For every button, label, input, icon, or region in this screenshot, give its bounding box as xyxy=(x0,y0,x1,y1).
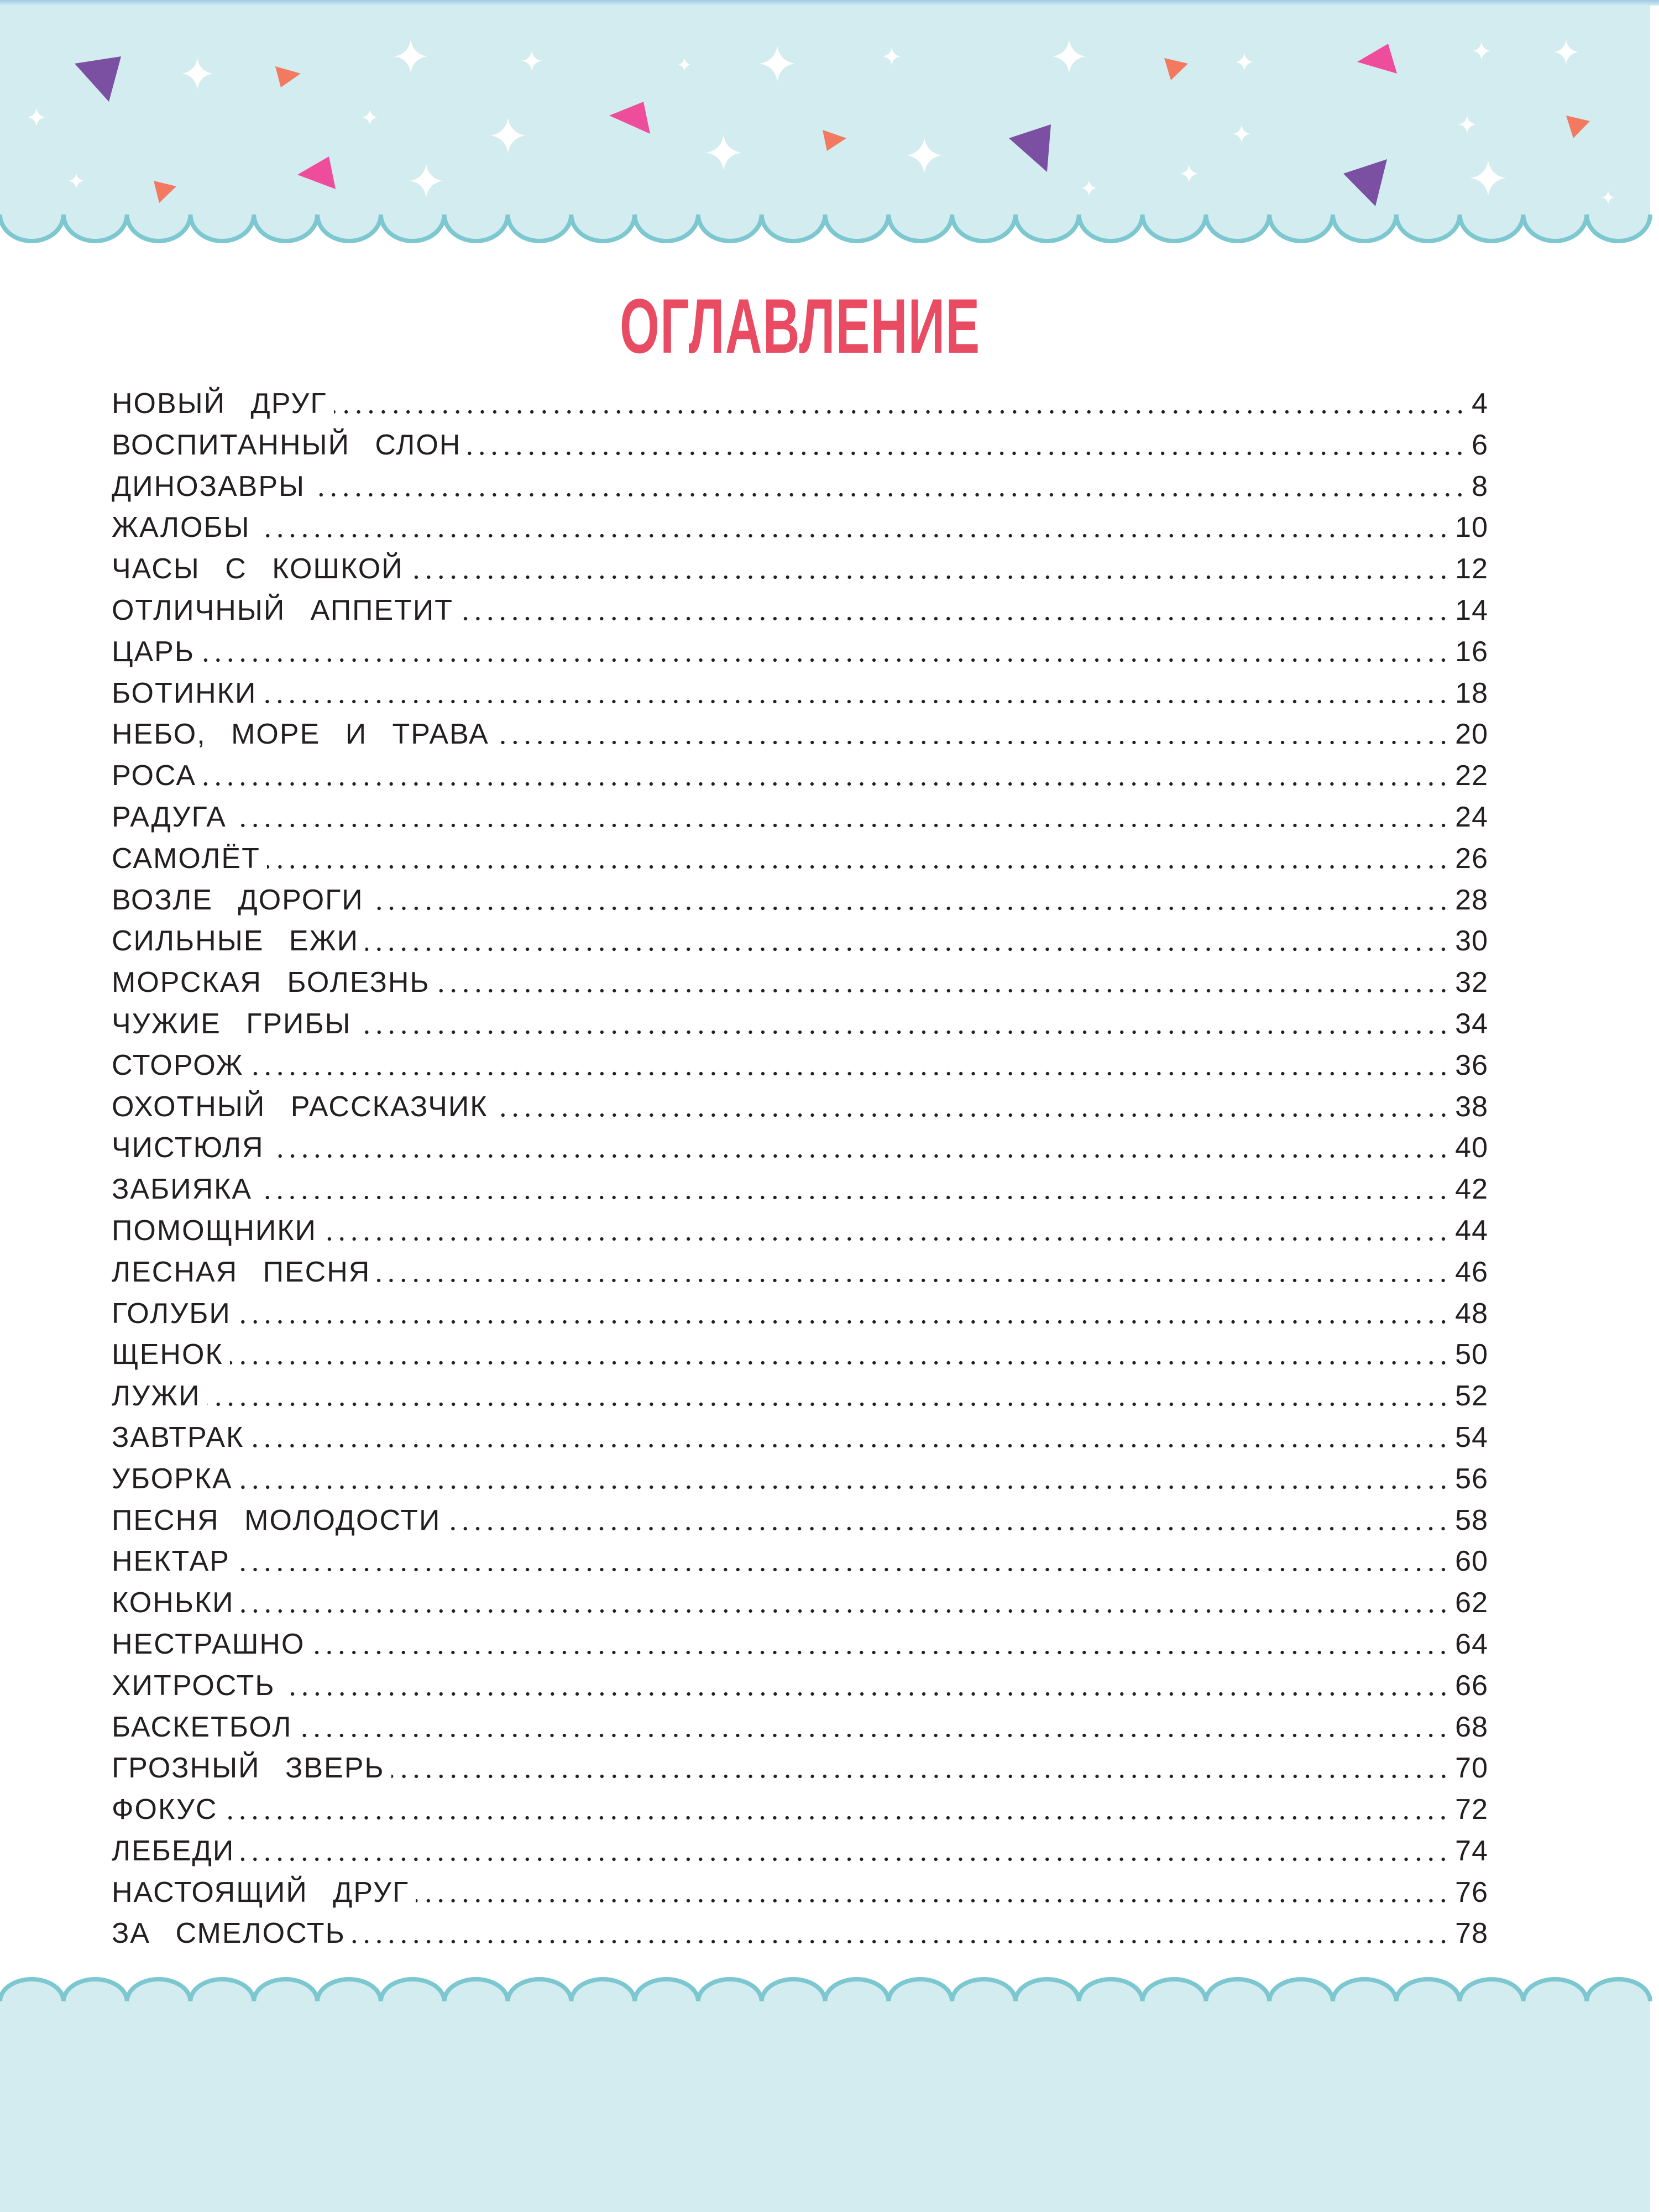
toc-dot-leader xyxy=(241,1857,1449,1862)
toc-dot-leader xyxy=(237,1567,1449,1572)
toc-entry-title: ДИНОЗАВРЫ xyxy=(112,470,306,503)
toc-entry-title: ГОЛУБИ xyxy=(112,1297,231,1330)
toc-dot-leader xyxy=(299,1733,1449,1738)
toc-dot-leader xyxy=(203,781,1449,787)
toc-entry-title: НОВЫЙ ДРУГ xyxy=(112,388,327,420)
toc-dot-leader xyxy=(334,409,1467,415)
toc-entry-page: 70 xyxy=(1455,1752,1488,1785)
toc-entry xyxy=(112,1086,1488,1128)
toc-entry-title: ПЕСНЯ МОЛОДОСТИ xyxy=(112,1504,441,1536)
toc-entry-title: СТОРОЖ xyxy=(112,1049,244,1081)
toc-dot-leader xyxy=(233,823,1449,828)
toc-entry-title: ЧАСЫ С КОШКОЙ xyxy=(112,553,404,585)
toc-dot-leader xyxy=(224,1815,1449,1821)
toc-entry-page: 42 xyxy=(1455,1173,1488,1206)
toc-dot-leader xyxy=(496,740,1449,745)
toc-entry-title: ПОМОЩНИКИ xyxy=(112,1214,317,1247)
toc-entry xyxy=(112,1127,1488,1169)
toc-entry xyxy=(112,673,1488,714)
toc-entry xyxy=(112,590,1488,631)
toc-dot-leader xyxy=(312,492,1466,498)
toc-entry-title: САМОЛЁТ xyxy=(112,842,260,875)
toc-dot-leader xyxy=(323,1236,1449,1242)
toc-entry xyxy=(112,1872,1488,1913)
toc-entry-title: ЧУЖИЕ ГРИБЫ xyxy=(112,1007,352,1040)
toc-entry-title: ЗАВТРАК xyxy=(112,1421,244,1453)
toc-entry-page: 74 xyxy=(1455,1834,1488,1867)
toc-dot-leader xyxy=(238,1319,1449,1325)
toc-entry-page: 52 xyxy=(1455,1380,1488,1413)
page-title: ОГЛАВЛЕНИЕ xyxy=(619,283,981,369)
toc-dot-leader xyxy=(416,1898,1449,1904)
toc-entry xyxy=(112,1293,1488,1335)
toc-dot-leader xyxy=(370,906,1449,911)
toc-dot-leader xyxy=(201,657,1449,663)
toc-entry-page: 38 xyxy=(1455,1090,1488,1123)
toc-list xyxy=(112,383,1488,1954)
toc-entry xyxy=(112,1582,1488,1624)
toc-entry-page: 46 xyxy=(1455,1256,1488,1288)
toc-entry-page: 48 xyxy=(1455,1297,1488,1330)
toc-entry-page: 16 xyxy=(1455,635,1488,668)
toc-entry-page: 14 xyxy=(1455,594,1488,626)
toc-dot-leader xyxy=(250,1443,1449,1448)
toc-entry-page: 76 xyxy=(1455,1876,1488,1908)
toc-dot-leader xyxy=(352,1939,1449,1944)
toc-entry-title: ОХОТНЫЙ РАССКАЗЧИК xyxy=(112,1090,488,1123)
toc-entry-page: 44 xyxy=(1455,1214,1488,1247)
toc-entry xyxy=(112,507,1488,548)
toc-entry-page: 58 xyxy=(1455,1504,1488,1536)
toc-dot-leader xyxy=(267,864,1449,870)
toc-entry-title: ВОСПИТАННЫЙ СЛОН xyxy=(112,428,462,461)
toc-entry xyxy=(112,838,1488,880)
toc-entry-page: 62 xyxy=(1455,1587,1488,1619)
toc-entry-title: МОРСКАЯ БОЛЕЗНЬ xyxy=(112,966,430,999)
toc-entry xyxy=(112,1707,1488,1748)
toc-entry xyxy=(112,1748,1488,1789)
toc-dot-leader xyxy=(391,1774,1450,1779)
toc-entry-page: 26 xyxy=(1455,842,1488,875)
toc-dot-leader xyxy=(241,1608,1450,1614)
toc-entry-title: ЧИСТЮЛЯ xyxy=(112,1132,264,1164)
toc-entry-title: ЛЕБЕДИ xyxy=(112,1834,235,1867)
toc-entry-title: ВОЗЛЕ ДОРОГИ xyxy=(112,883,364,916)
toc-entry-page: 8 xyxy=(1472,470,1488,503)
toc-entry-page: 78 xyxy=(1455,1917,1488,1950)
toc-entry-title: РАДУГА xyxy=(112,801,227,833)
toc-entry xyxy=(112,1789,1488,1831)
toc-entry-page: 36 xyxy=(1455,1049,1488,1081)
toc-entry-title: ФОКУС xyxy=(112,1793,218,1826)
toc-dot-leader xyxy=(263,699,1449,704)
toc-entry-page: 28 xyxy=(1455,883,1488,916)
toc-dot-leader xyxy=(230,1360,1449,1366)
toc-entry xyxy=(112,1376,1488,1417)
toc-entry-page: 56 xyxy=(1455,1462,1488,1495)
toc-entry-page: 12 xyxy=(1455,553,1488,585)
toc-dot-leader xyxy=(257,533,1450,538)
toc-entry xyxy=(112,1045,1488,1086)
toc-dot-leader xyxy=(259,1195,1449,1200)
toc-dot-leader xyxy=(207,1402,1450,1407)
toc-entry-page: 30 xyxy=(1455,925,1488,958)
toc-entry-title: НЕБО, МОРЕ И ТРАВА xyxy=(112,718,489,751)
toc-dot-leader xyxy=(468,451,1466,456)
toc-entry-title: РОСА xyxy=(112,760,197,792)
footer-band xyxy=(0,1979,1650,2212)
toc-dot-leader xyxy=(271,1153,1450,1159)
toc-entry-title: ХИТРОСТЬ xyxy=(112,1669,275,1702)
toc-dot-leader xyxy=(460,616,1449,621)
toc-entry-page: 10 xyxy=(1455,511,1488,544)
toc-entry-title: ЦАРЬ xyxy=(112,635,195,668)
toc-entry-page: 40 xyxy=(1455,1132,1488,1164)
toc-entry-page: 18 xyxy=(1455,677,1488,709)
toc-dot-leader xyxy=(410,574,1450,580)
toc-entry-title: ЗАБИЯКА xyxy=(112,1173,253,1206)
toc-entry xyxy=(112,1913,1488,1954)
top-edge-line xyxy=(0,0,1659,6)
toc-entry-page: 20 xyxy=(1455,718,1488,751)
toc-entry-page: 4 xyxy=(1472,388,1488,420)
toc-entry xyxy=(112,1210,1488,1252)
toc-entry-page: 50 xyxy=(1455,1338,1488,1371)
toc-entry xyxy=(112,631,1488,673)
toc-entry-title: БАСКЕТБОЛ xyxy=(112,1711,292,1743)
toc-dot-leader xyxy=(311,1650,1449,1655)
toc-entry xyxy=(112,1458,1488,1500)
toc-entry-page: 6 xyxy=(1472,428,1488,461)
toc-dot-leader xyxy=(365,946,1449,952)
toc-entry xyxy=(112,1665,1488,1707)
toc-entry-title: НАСТОЯЩИЙ ДРУГ xyxy=(112,1876,410,1908)
toc-entry-title: ЛУЖИ xyxy=(112,1380,201,1413)
toc-entry xyxy=(112,1003,1488,1045)
toc-dot-leader xyxy=(447,1526,1449,1531)
toc-dot-leader xyxy=(239,1484,1449,1490)
header-band xyxy=(0,0,1650,241)
toc-entry xyxy=(112,1831,1488,1872)
toc-entry-page: 66 xyxy=(1455,1669,1488,1702)
toc-dot-leader xyxy=(250,1071,1450,1076)
toc-entry-page: 68 xyxy=(1455,1711,1488,1743)
toc-dot-leader xyxy=(495,1112,1450,1118)
toc-entry xyxy=(112,425,1488,466)
toc-entry xyxy=(112,1624,1488,1665)
toc-entry-title: УБОРКА xyxy=(112,1462,233,1495)
toc-entry-page: 72 xyxy=(1455,1793,1488,1826)
toc-entry xyxy=(112,1252,1488,1293)
toc-entry xyxy=(112,466,1488,508)
toc-entry xyxy=(112,1500,1488,1541)
toc-entry-title: ЛЕСНАЯ ПЕСНЯ xyxy=(112,1256,371,1288)
toc-dot-leader xyxy=(437,988,1450,993)
toc-entry xyxy=(112,962,1488,1003)
toc-entry-page: 60 xyxy=(1455,1545,1488,1578)
toc-entry xyxy=(112,714,1488,755)
toc-entry xyxy=(112,548,1488,590)
toc-entry xyxy=(112,1334,1488,1376)
toc-entry-title: СИЛЬНЫЕ ЕЖИ xyxy=(112,925,359,958)
toc-entry-title: ОТЛИЧНЫЙ АППЕТИТ xyxy=(112,594,454,626)
toc-entry xyxy=(112,383,1488,425)
toc-entry xyxy=(112,755,1488,797)
toc-entry xyxy=(112,1541,1488,1582)
toc-entry-title: ГРОЗНЫЙ ЗВЕРЬ xyxy=(112,1752,385,1785)
toc-entry-title: НЕСТРАШНО xyxy=(112,1628,305,1660)
toc-dot-leader xyxy=(282,1691,1450,1697)
toc-entry xyxy=(112,797,1488,838)
toc-entry-page: 24 xyxy=(1455,801,1488,833)
toc-entry xyxy=(112,1417,1488,1458)
toc-entry xyxy=(112,921,1488,962)
toc-entry-title: КОНЬКИ xyxy=(112,1587,234,1619)
toc-entry-page: 32 xyxy=(1455,966,1488,999)
toc-dot-leader xyxy=(377,1278,1449,1283)
toc-dot-leader xyxy=(358,1029,1450,1035)
toc-entry-page: 22 xyxy=(1455,760,1488,792)
toc-entry-page: 34 xyxy=(1455,1007,1488,1040)
toc-entry-title: БОТИНКИ xyxy=(112,677,257,709)
toc-entry-title: НЕКТАР xyxy=(112,1545,230,1578)
title-container xyxy=(112,283,1488,369)
toc-entry-title: ЖАЛОБЫ xyxy=(112,511,250,544)
toc-entry-page: 54 xyxy=(1455,1421,1488,1453)
toc-entry xyxy=(112,1169,1488,1210)
toc-entry xyxy=(112,880,1488,921)
toc-entry-page: 64 xyxy=(1455,1628,1488,1660)
toc-entry-title: ЗА СМЕЛОСТЬ xyxy=(112,1917,346,1950)
toc-entry-title: ЩЕНОК xyxy=(112,1338,223,1371)
